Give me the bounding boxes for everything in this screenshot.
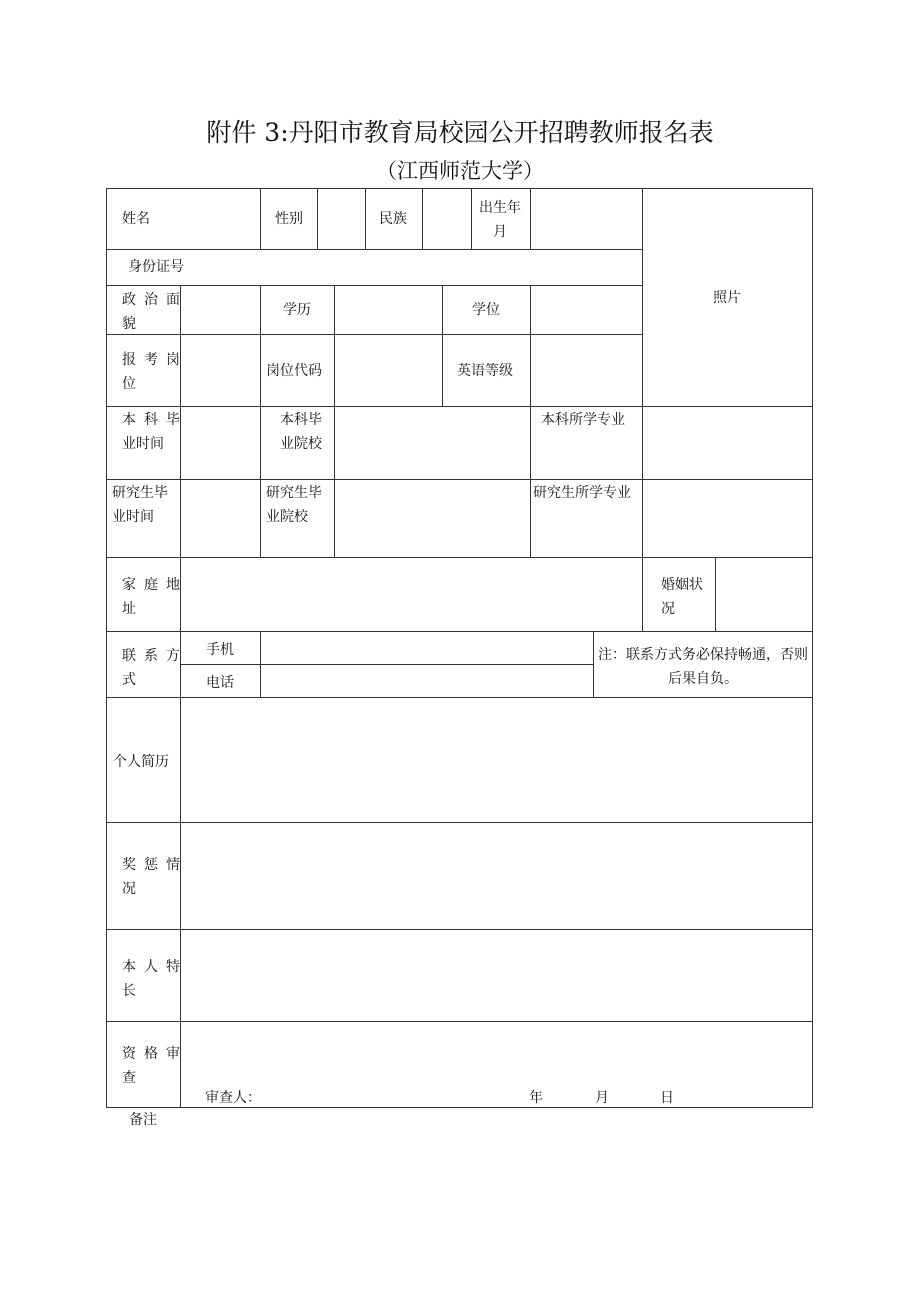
table-line <box>365 188 366 249</box>
position-code-label: 岗位代码 <box>266 363 322 379</box>
table-line <box>471 188 472 249</box>
resume-label: 个人简历 <box>113 754 169 770</box>
table-line <box>106 1021 813 1022</box>
awards-label: 奖 惩 情 况 <box>122 857 180 897</box>
table-line <box>334 285 335 557</box>
table-line <box>642 188 643 557</box>
postgrad-grad-time-label: 研究生毕业时间 <box>112 485 168 525</box>
table-line <box>106 249 642 250</box>
english-level-label: 英语等级 <box>457 363 513 379</box>
postgrad-major-label: 研究生所学专业 <box>533 485 631 501</box>
table-line <box>260 285 261 557</box>
postgrad-school-label: 研究生毕业院校 <box>266 485 322 525</box>
gender-label: 性别 <box>275 211 303 227</box>
table-line <box>106 334 642 335</box>
day-label: 日 <box>660 1090 674 1106</box>
ethnicity-label: 民族 <box>379 211 407 227</box>
table-line <box>180 285 181 1107</box>
table-line <box>642 557 643 631</box>
table-line <box>530 285 531 557</box>
qualification-review-label: 资 格 审 查 <box>122 1046 180 1086</box>
table-line <box>442 285 443 406</box>
table-line <box>106 929 813 930</box>
table-line <box>106 557 813 558</box>
remarks-label: 备注 <box>129 1112 157 1128</box>
page-title: 附件 3:丹阳市教育局校园公开招聘教师报名表 <box>206 118 714 147</box>
table-line <box>260 188 261 249</box>
table-line <box>106 188 107 1108</box>
contact-note: 注：联系方式务必保持畅通，否则后果自负。 <box>598 647 808 687</box>
undergrad-major-label: 本科所学专业 <box>541 412 625 428</box>
table-line <box>106 406 813 407</box>
table-line <box>106 285 642 286</box>
undergrad-grad-time-label: 本 科 毕 业时间 <box>122 412 180 452</box>
id-number-label: 身份证号 <box>128 259 184 275</box>
skills-label: 本 人 特 长 <box>122 959 180 999</box>
table-line <box>106 697 813 698</box>
marital-status-label: 婚姻状况 <box>661 577 703 617</box>
table-line <box>317 188 318 249</box>
page-subtitle: （江西师范大学） <box>376 159 544 183</box>
photo-label: 照片 <box>713 290 741 306</box>
table-line <box>180 664 593 665</box>
home-address-label: 家 庭 地 址 <box>122 577 180 617</box>
reviewer-label: 审查人： <box>205 1090 261 1106</box>
name-label: 姓名 <box>122 211 150 227</box>
table-line <box>260 631 261 697</box>
table-line <box>812 188 813 1108</box>
phone-label: 电话 <box>206 675 234 691</box>
table-line <box>106 822 813 823</box>
degree-label: 学位 <box>472 302 500 318</box>
birth-date-label: 出生年月 <box>479 200 521 240</box>
position-label: 报 考 岗 位 <box>122 352 180 392</box>
table-line <box>530 188 531 249</box>
year-label: 年 <box>529 1090 543 1106</box>
month-label: 月 <box>595 1090 609 1106</box>
contact-label: 联 系 方 式 <box>122 648 180 688</box>
political-status-label: 政 治 面 貌 <box>122 292 180 332</box>
table-line <box>106 631 813 632</box>
table-line <box>422 188 423 249</box>
table-line <box>106 188 813 189</box>
education-label: 学历 <box>283 302 311 318</box>
undergrad-school-label: 本科毕业院校 <box>280 412 322 452</box>
table-line <box>715 557 716 631</box>
mobile-label: 手机 <box>206 642 234 658</box>
table-line <box>106 479 813 480</box>
